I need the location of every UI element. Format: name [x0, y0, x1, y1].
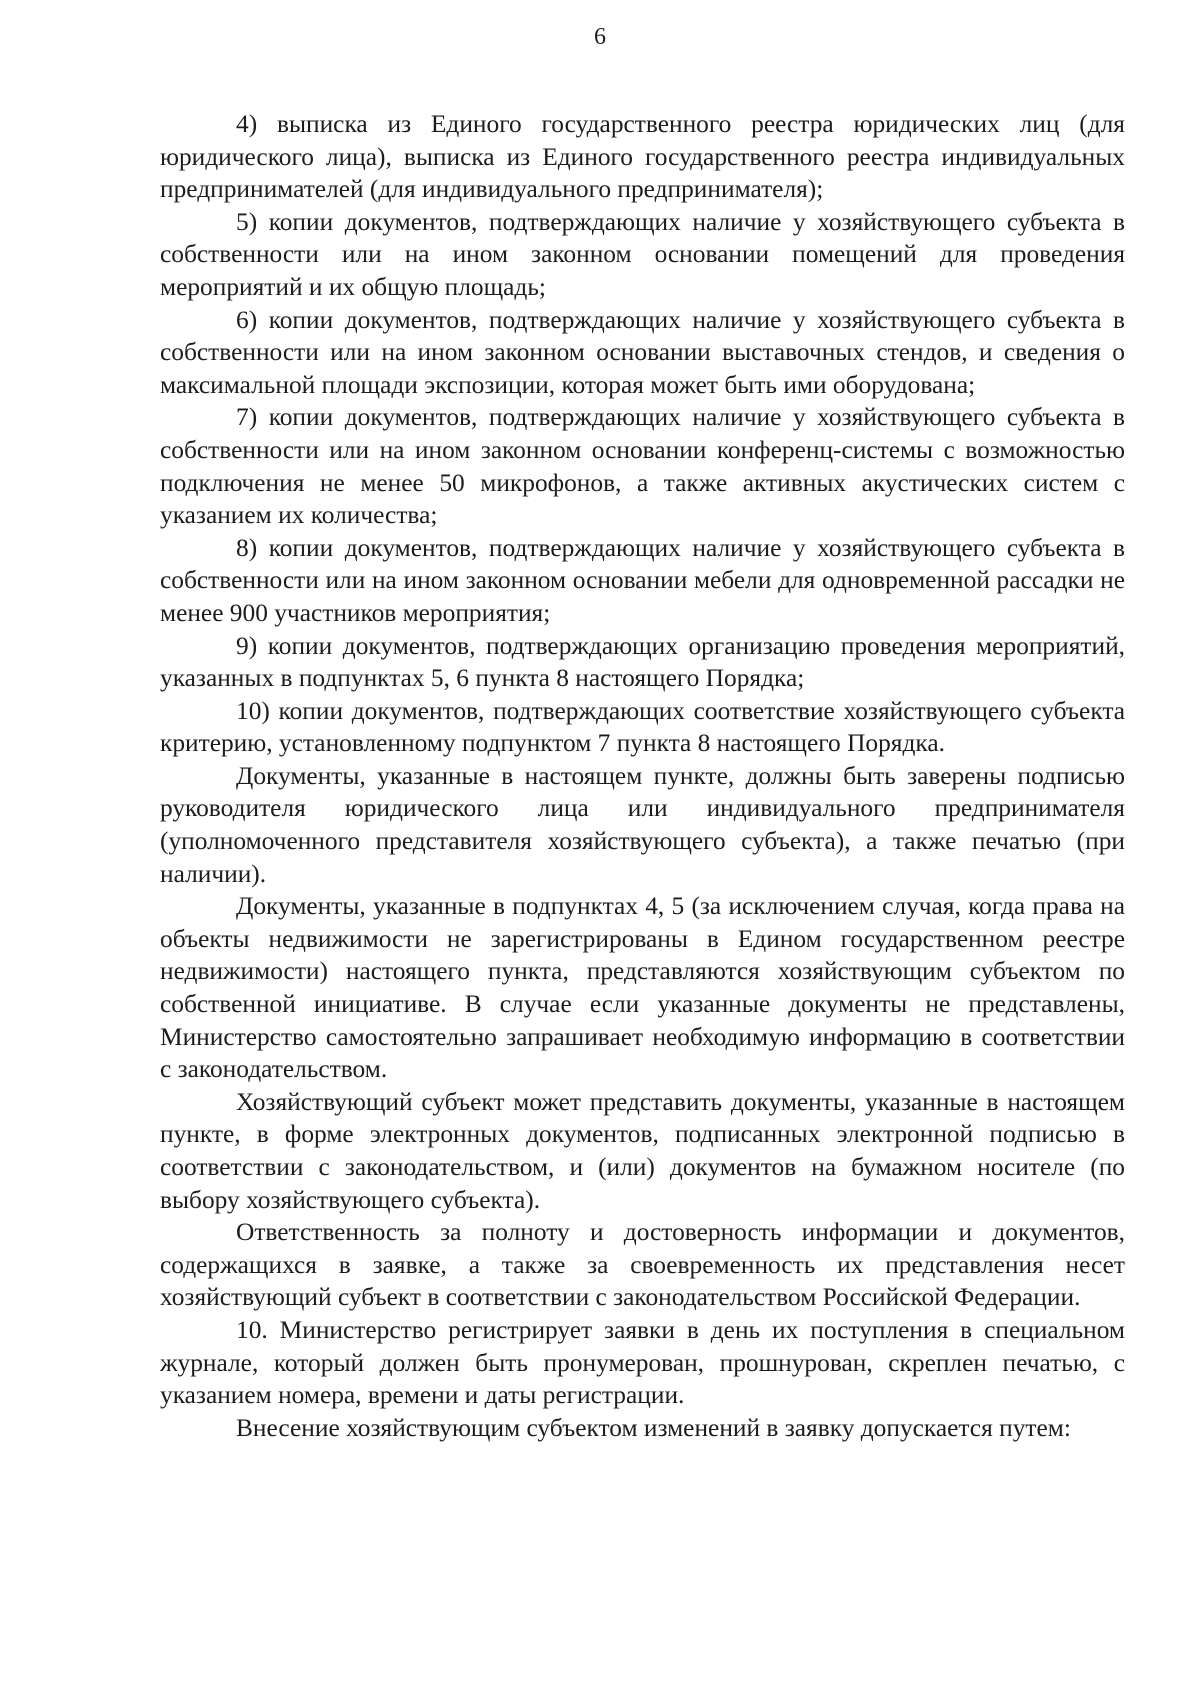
paragraph-item-5: 5) копии документов, подтверждающих наличие у хозяйствующего субъекта в собственности или на ином законном основании помещений для проведения мероприятий и их общую площадь;: [160, 207, 1125, 301]
paragraph-section-10-registration: 10. Министерство регистрирует заявки в день их поступления в специальном журнале, который должен быть пронумерован, прошнурован, скреплен печатью, с указанием номера, времени и даты регистрации.: [160, 1315, 1125, 1410]
paragraph-item-9: 9) копии документов, подтверждающих организацию проведения мероприятий, указанных в подпунктах 5, 6 пункта 8 настоящего Порядка;: [160, 631, 1125, 693]
paragraph-item-10: 10) копии документов, подтверждающих соответствие хозяйствующего субъекта критерию, установленному подпунктом 7 пункта 8 настоящего Порядка.: [160, 696, 1125, 758]
paragraph-amendments: Внесение хозяйствующим субъектом изменений в заявку допускается путем:: [236, 1413, 1071, 1442]
paragraph-item-4: 4) выписка из Единого государственного реестра юридических лиц (для юридического лица), выписка из Единого государственного реестра индивидуальных предпринимателей (для индивидуального предпринимателя);: [160, 110, 1125, 204]
paragraph-item-8: 8) копии документов, подтверждающих наличие у хозяйствующего субъекта в собственности или на ином законном основании мебели для одновременной рассадки не менее 900 участников мероприятия;: [160, 533, 1125, 627]
paragraph-item-7: 7) копии документов, подтверждающих наличие у хозяйствующего субъекта в собственности или на ином законном основании конференц-системы с возможностью подключения не менее 50 микрофонов, а также активных акустических систем с указанием их количества;: [160, 403, 1125, 530]
document-body: [160, 108, 1125, 1444]
paragraph-electronic-form: Хозяйствующий субъект может представить документы, указанные в настоящем пункте, в форме электронных документов, подписанных электронной подписью в соответствии с законодательством, и (или) документов на бумажном носителе (по выбору хозяйствующего субъекта).: [160, 1087, 1125, 1214]
paragraph-own-initiative: Документы, указанные в подпунктах 4, 5 (за исключением случая, когда права на объекты недвижимости не зарегистрированы в Едином государственном реестре недвижимости) настоящего пункта, представляются хозяйствующим субъектом по собственной инициативе. В случае если указанные документы не представлены, Министерство самостоятельно запрашивает необходимую информацию в соответствии с законодательством.: [160, 892, 1125, 1084]
paragraph-item-6: 6) копии документов, подтверждающих наличие у хозяйствующего субъекта в собственности или на ином законном основании выставочных стендов, и сведения о максимальной площади экспозиции, которая может быть ими оборудована;: [160, 305, 1125, 399]
paragraph-certification: Документы, указанные в настоящем пункте, должны быть заверены подписью руководителя юридического лица или индивидуального предпринимателя (уполномоченного представителя хозяйствующего субъекта), а также печатью (при наличии).: [160, 761, 1125, 888]
paragraph-responsibility: Ответственность за полноту и достоверность информации и документов, содержащихся в заявке, а также за своевременность их представления несет хозяйствующий субъект в соответствии с законодательством Российской Федерации.: [160, 1218, 1125, 1312]
page-number: 6: [594, 24, 606, 50]
